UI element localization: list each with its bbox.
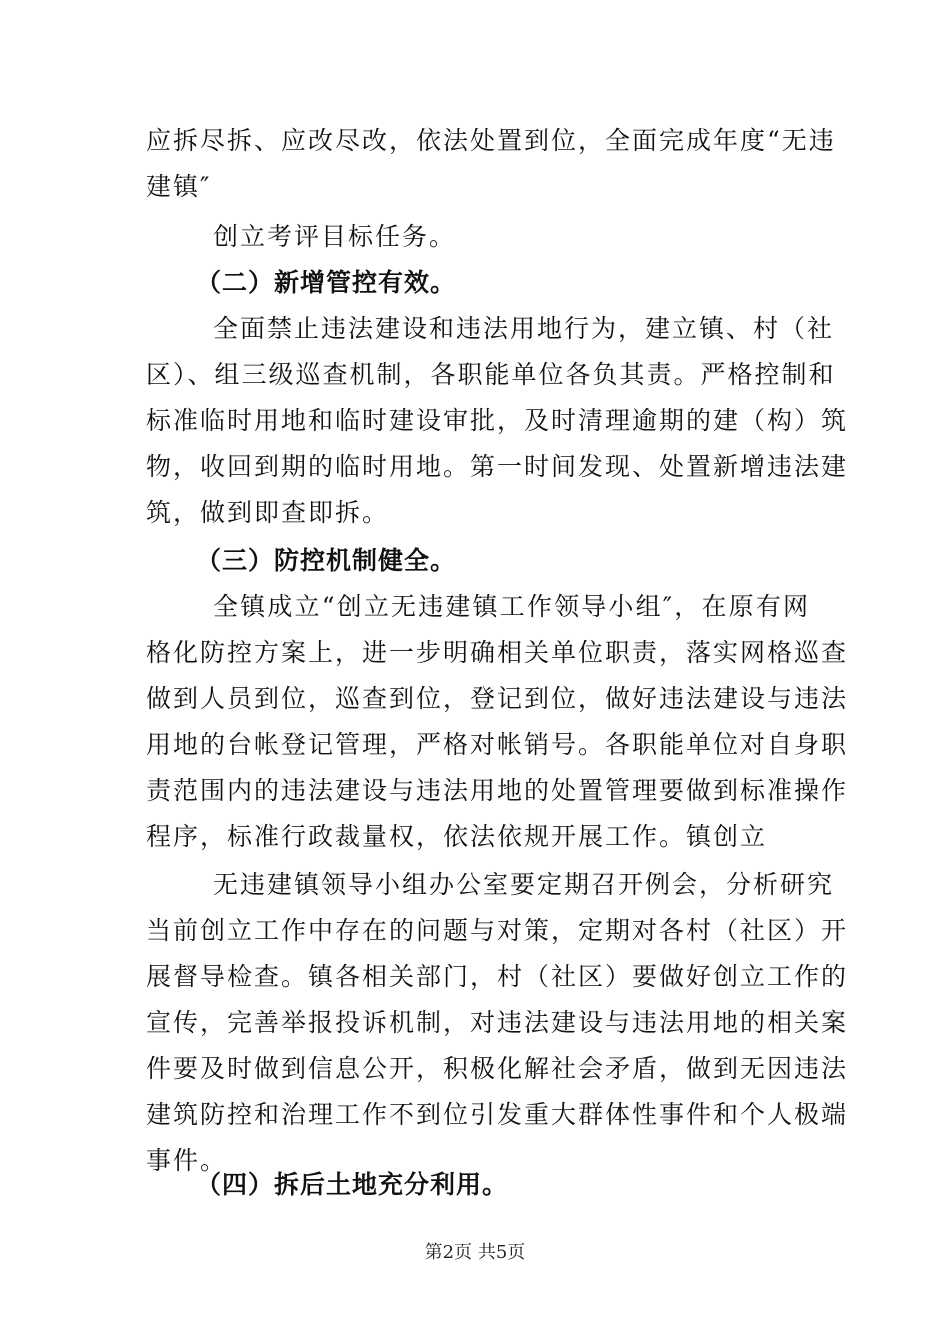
paragraph-4-line-3: 做到人员到位，巡查到位，登记到位，做好违法建设与违法 <box>146 684 849 713</box>
paragraph-4-line-6: 程序，标准行政裁量权，依法依规开展工作。镇创立 <box>146 822 768 851</box>
paragraph-3-line-4: 物，收回到期的临时用地。第一时间发现、处置新增违法建 <box>146 452 849 481</box>
paragraph-5-line-5: 件要及时做到信息公开，积极化解社会矛盾，做到无因违法 <box>146 1054 849 1083</box>
paragraph-5-line-4: 宣传，完善举报投诉机制，对违法建设与违法用地的相关案 <box>146 1008 849 1037</box>
paragraph-3-line-5: 筑，做到即查即拆。 <box>146 498 390 527</box>
section-heading-4: （四）拆后土地充分利用。 <box>196 1170 509 1199</box>
paragraph-4-line-2: 格化防控方案上，进一步明确相关单位职责，落实网格巡查 <box>146 638 849 667</box>
paragraph-5-line-7: 事件。 <box>146 1146 228 1175</box>
paragraph-3-line-3: 标准临时用地和临时建设审批，及时清理逾期的建（构）筑 <box>146 406 849 435</box>
paragraph-1-line-1: 应拆尽拆、应改尽改，依法处置到位，全面完成年度“无违 <box>146 126 836 155</box>
paragraph-1-line-2: 建镇″ <box>146 172 212 201</box>
paragraph-4-line-1: 全镇成立“创立无违建镇工作领导小组″，在原有网 <box>213 592 810 621</box>
paragraph-5-line-6: 建筑防控和治理工作不到位引发重大群体性事件和个人极端 <box>146 1100 849 1129</box>
section-heading-2: （二）新增管控有效。 <box>196 268 457 297</box>
paragraph-5-line-2: 当前创立工作中存在的问题与对策，定期对各村（社区）开 <box>146 916 849 945</box>
section-heading-3: （三）防控机制健全。 <box>196 546 457 575</box>
page-number-footer: 第2页 共5页 <box>424 1242 526 1263</box>
paragraph-3-line-1: 全面禁止违法建设和违法用地行为，建立镇、村（社 <box>213 314 835 343</box>
paragraph-5-line-1: 无违建镇领导小组办公室要定期召开例会，分析研究 <box>213 870 835 899</box>
paragraph-4-line-4: 用地的台帐登记管理，严格对帐销号。各职能单位对自身职 <box>146 730 849 759</box>
paragraph-3-line-2: 区）、组三级巡查机制，各职能单位各负其责。严格控制和 <box>146 360 836 389</box>
paragraph-5-line-3: 展督导检查。镇各相关部门，村（社区）要做好创立工作的 <box>146 962 849 991</box>
paragraph-4-line-5: 责范围内的违法建设与违法用地的处置管理要做到标准操作 <box>146 776 849 805</box>
paragraph-2: 创立考评目标任务。 <box>213 222 457 251</box>
